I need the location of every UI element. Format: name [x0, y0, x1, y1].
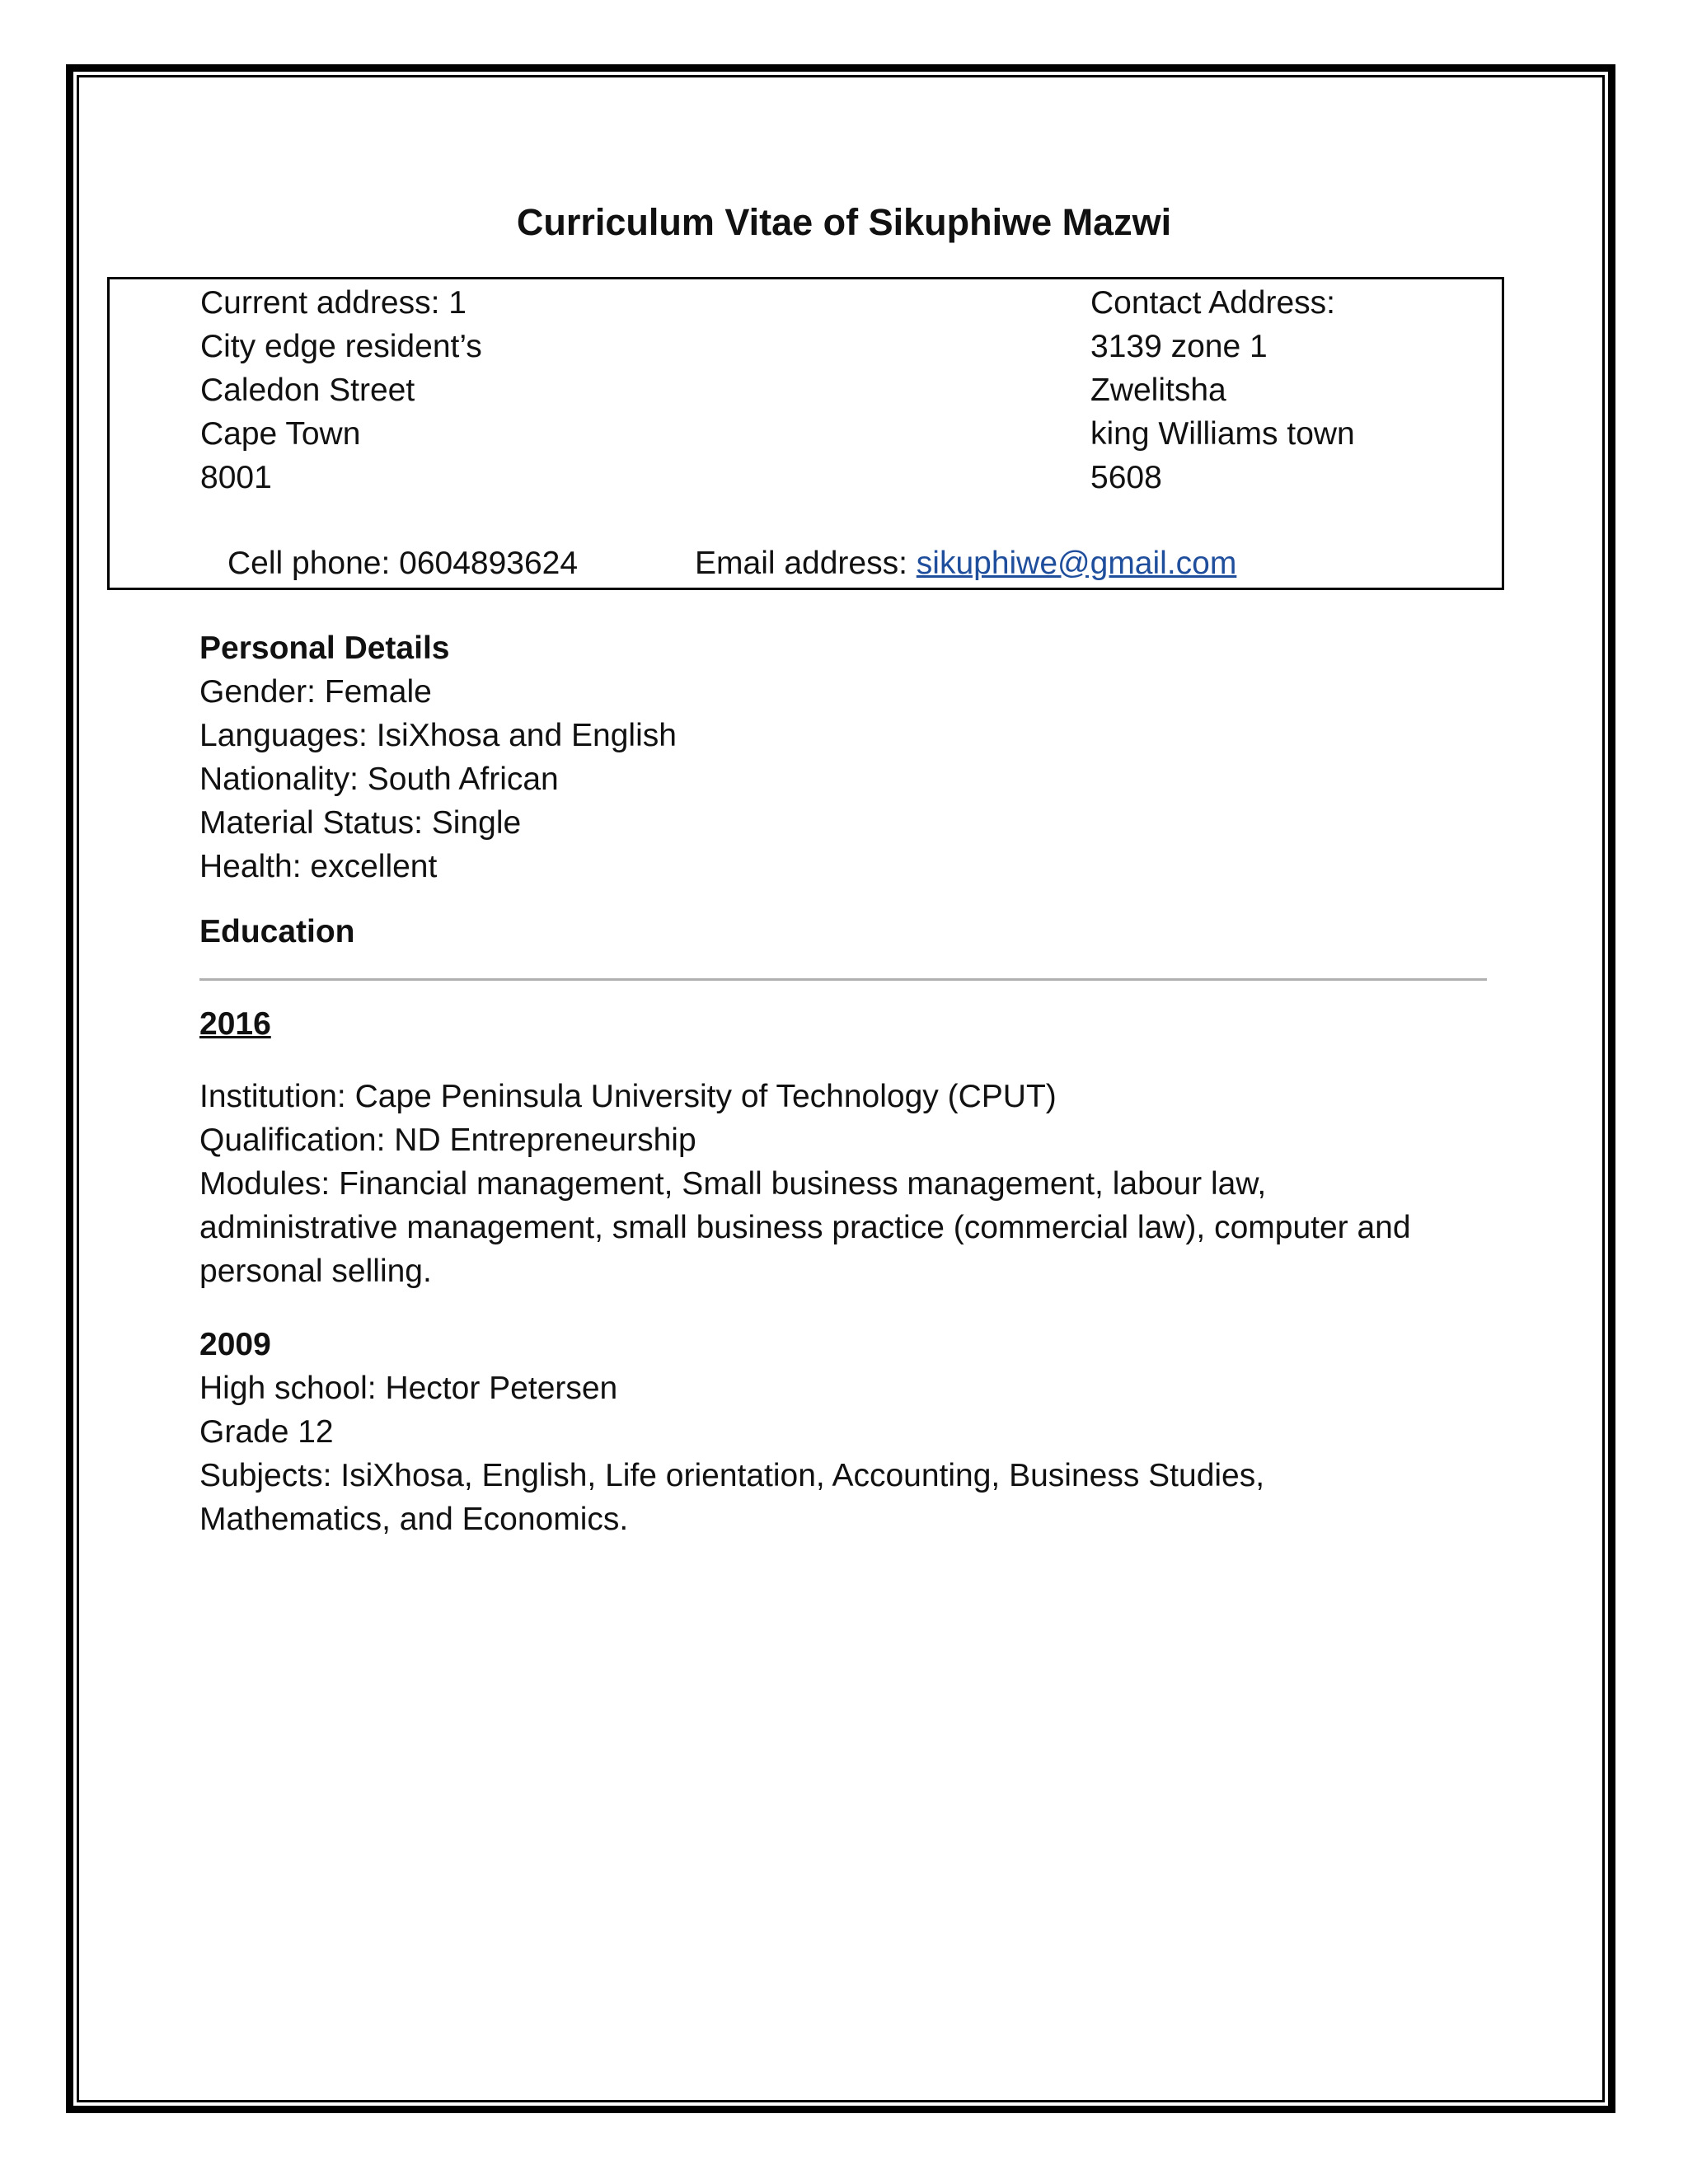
current-address-line: City edge resident’s: [200, 329, 482, 364]
current-address: [200, 281, 482, 499]
education-line: Qualification: ND Entrepreneurship: [199, 1122, 696, 1158]
email-link[interactable]: sikuphiwe@gmail.com: [916, 546, 1237, 581]
personal-detail-line: Languages: IsiXhosa and English: [199, 718, 677, 753]
education-line: Subjects: IsiXhosa, English, Life orientation, Accounting, Business Studies,: [199, 1458, 1265, 1493]
cv-content: [199, 626, 1518, 1541]
education-section: [199, 910, 1518, 1541]
education-line: Institution: Cape Peninsula University of Technology (CPUT): [199, 1079, 1057, 1114]
current-address-line: Cape Town: [200, 416, 361, 452]
contact-address-line: 3139 zone 1: [1090, 329, 1268, 364]
personal-details-heading: Personal Details: [199, 630, 450, 666]
cell-phone-label: Cell phone:: [227, 546, 391, 581]
personal-detail-line: Health: excellent: [199, 849, 438, 884]
education-line: High school: Hector Petersen: [199, 1371, 618, 1406]
current-address-line: 8001: [200, 460, 272, 495]
education-line: personal selling.: [199, 1254, 432, 1289]
email-label: Email address:: [695, 546, 907, 581]
education-line: Mathematics, and Economics.: [199, 1502, 629, 1537]
current-address-line: Caledon Street: [200, 373, 415, 408]
education-year: 2016: [199, 1006, 271, 1042]
contact-address-line: Zwelitsha: [1090, 373, 1226, 408]
education-line: Grade 12: [199, 1414, 334, 1450]
cell-phone: [227, 543, 578, 584]
section-divider: [199, 978, 1487, 981]
education-heading: Education: [199, 914, 355, 949]
personal-details-section: [199, 626, 1518, 888]
education-line: Modules: Financial management, Small business management, labour law,: [199, 1166, 1267, 1202]
education-line: administrative management, small business practice (commercial law), computer and: [199, 1210, 1411, 1245]
address-box: [107, 277, 1504, 590]
personal-detail-line: Nationality: South African: [199, 762, 559, 797]
contact-address-line: king Williams town: [1090, 416, 1355, 452]
contact-address-line: 5608: [1090, 460, 1162, 495]
contact-address: [1090, 281, 1355, 499]
document-title: Curriculum Vitae of Sikuphiwe Mazwi: [516, 201, 1172, 243]
education-year: 2009: [199, 1327, 271, 1362]
cell-phone-value: 0604893624: [399, 546, 579, 581]
personal-detail-line: Gender: Female: [199, 674, 432, 710]
current-address-line: Current address: 1: [200, 285, 467, 321]
email: [695, 543, 1236, 584]
education-entry: [199, 1002, 1518, 1293]
personal-detail-line: Material Status: Single: [199, 805, 522, 841]
contact-address-line: Contact Address:: [1090, 285, 1335, 321]
education-entry: [199, 1323, 1518, 1541]
